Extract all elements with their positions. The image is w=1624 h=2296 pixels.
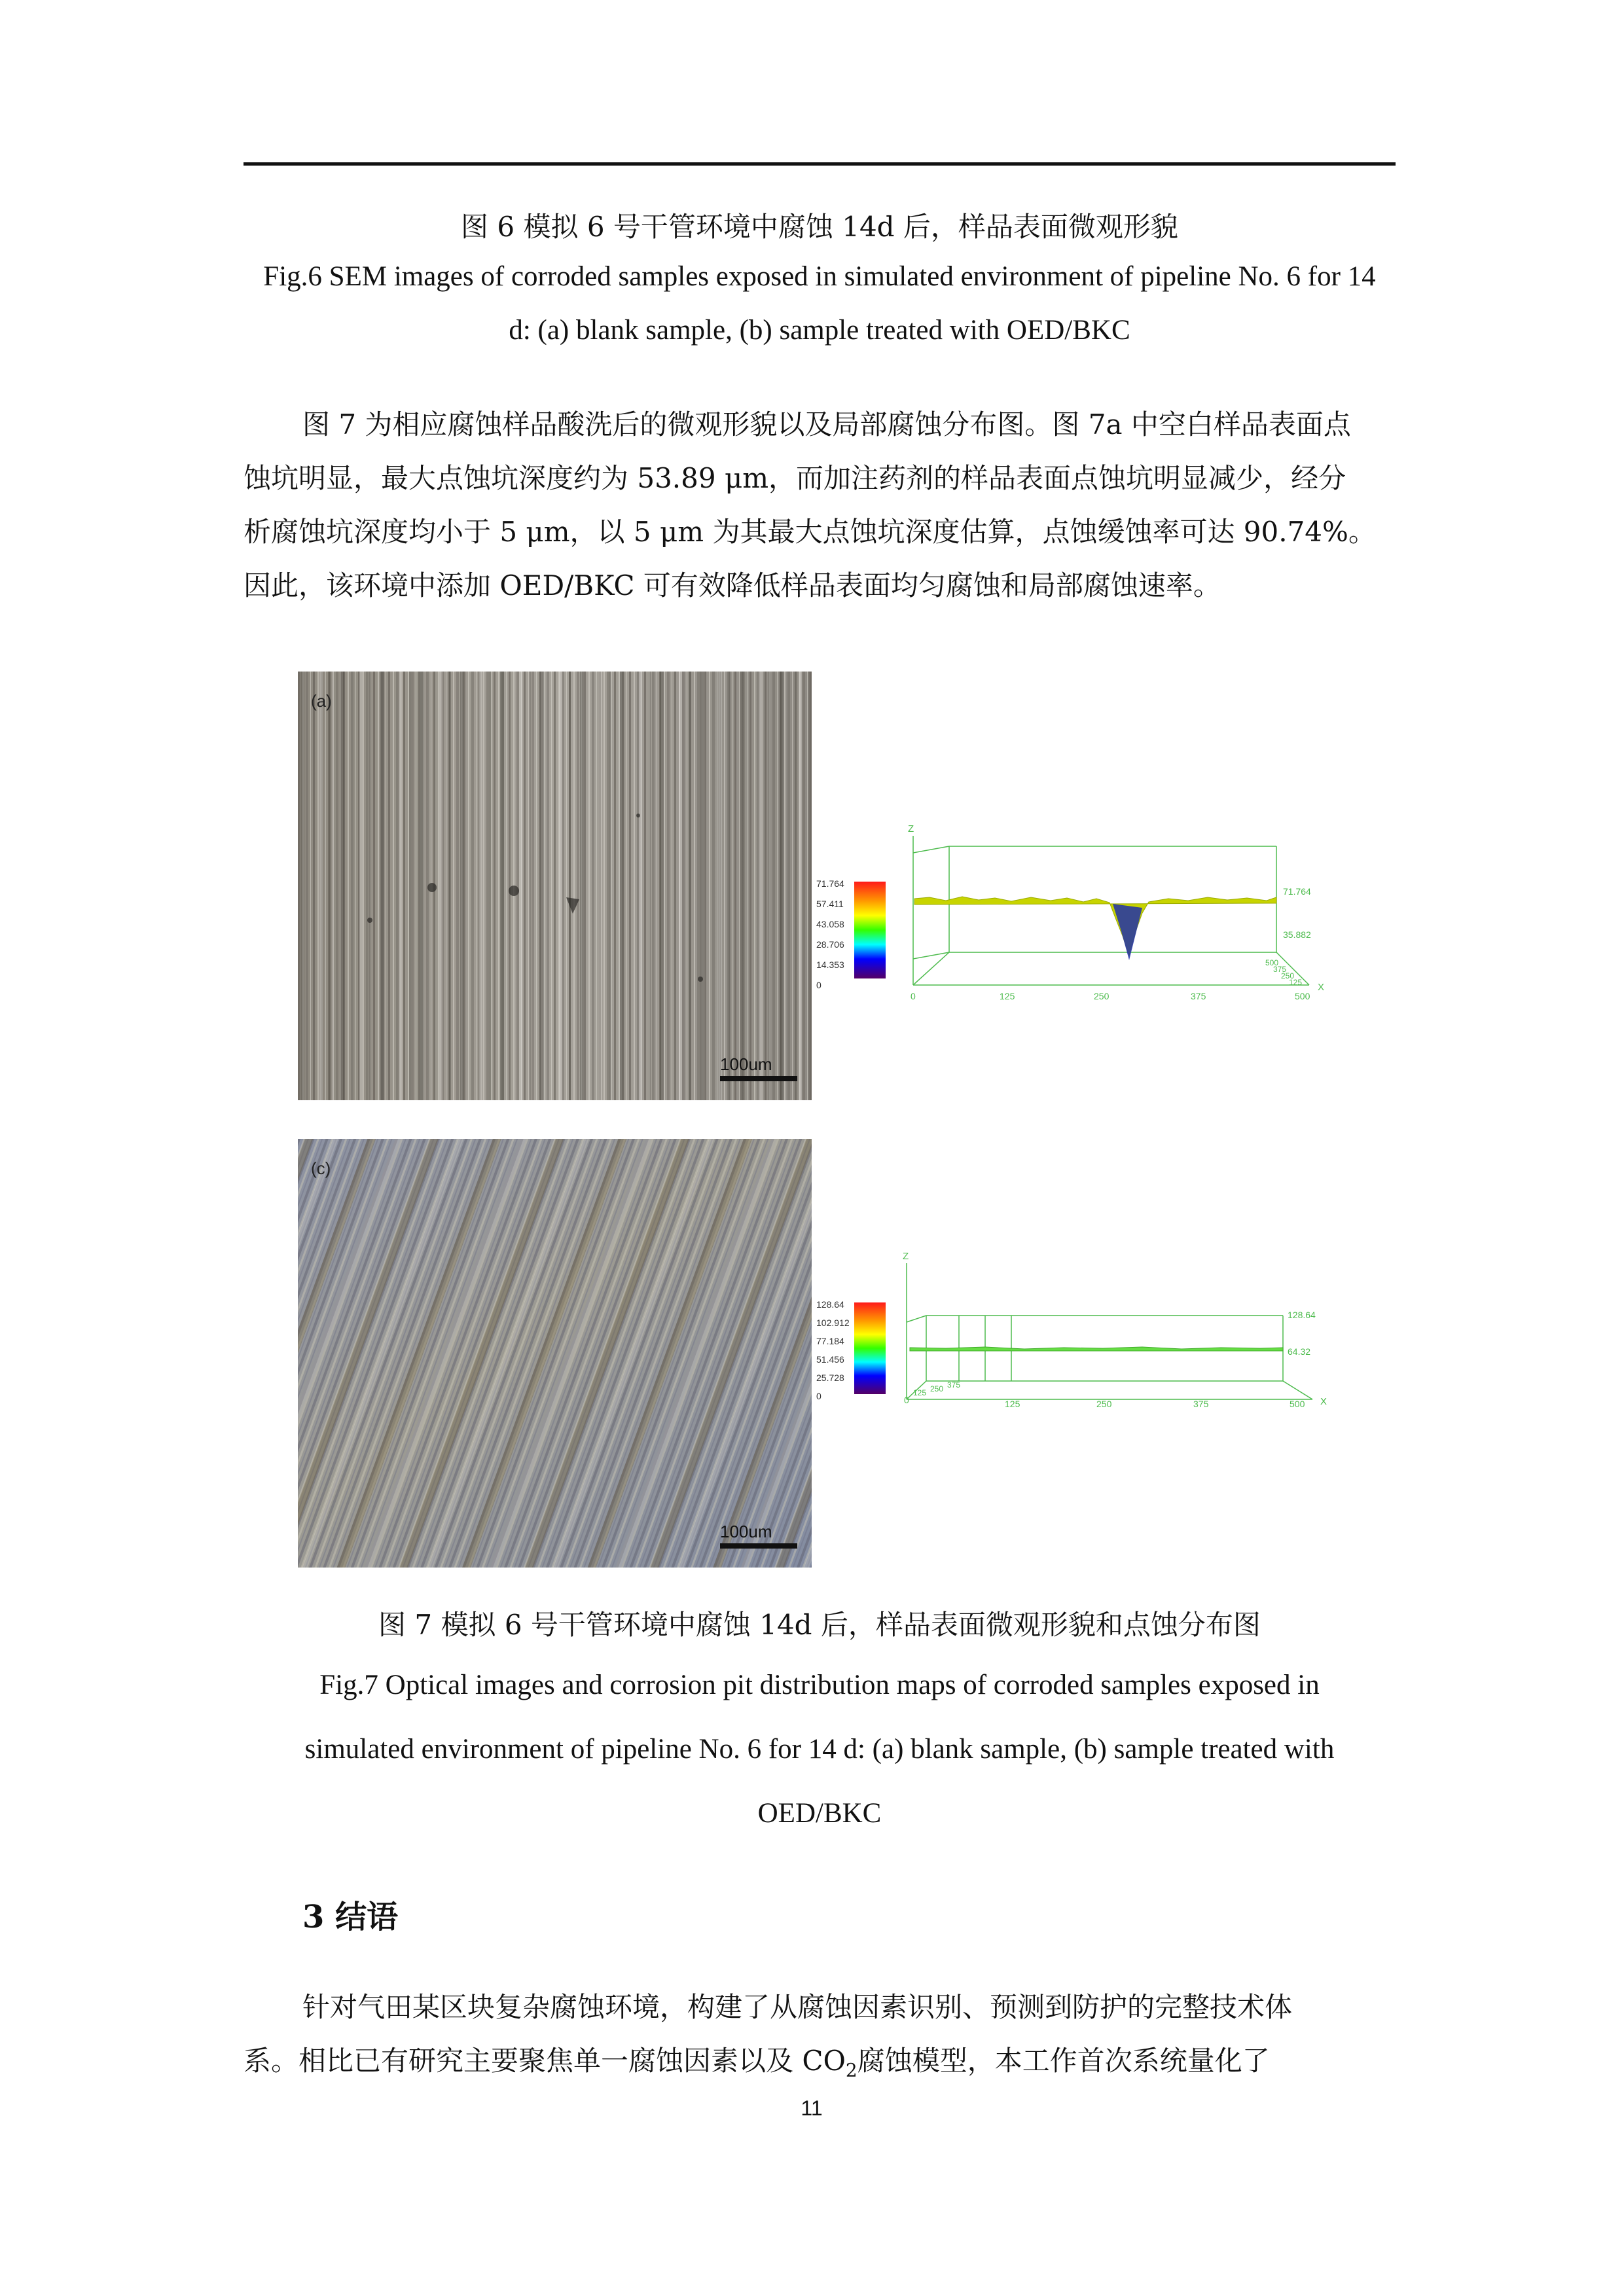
x-axis-label: X <box>1318 982 1325 993</box>
right-label: 35.882 <box>1283 929 1311 940</box>
z-axis-label: Z <box>908 823 914 834</box>
right-label: 64.32 <box>1288 1346 1311 1357</box>
section-heading: 3 结语 <box>302 1899 399 1935</box>
y-tick: 125 <box>913 1388 927 1397</box>
micrograph-c-image <box>298 1139 812 1568</box>
colorbar <box>854 1302 886 1394</box>
paragraph-line: 图 7 为相应腐蚀样品酸洗后的微观形貌以及局部腐蚀分布图。图 7a 中空白样品表面点 <box>302 408 1351 440</box>
x-tick: 0 <box>904 1395 909 1405</box>
colorbar-tick: 14.353 <box>816 960 844 970</box>
page-number: 11 <box>801 2096 823 2120</box>
pit-distribution-plot-c <box>815 1250 1352 1446</box>
micrograph-panel-c <box>298 1139 812 1568</box>
colorbar-tick: 0 <box>816 980 821 990</box>
z-axis-label: Z <box>903 1251 909 1262</box>
fig6-caption-en-line2: d: (a) blank sample, (b) sample treated with OED/BKC <box>509 315 1130 346</box>
colorbar-tick: 25.728 <box>816 1372 844 1383</box>
x-tick: 500 <box>1290 1399 1305 1409</box>
surface-profile <box>914 897 1276 956</box>
panel-c-scalebar <box>720 1522 797 1549</box>
plot-axes-box <box>907 1263 1312 1399</box>
x-tick: 375 <box>1191 991 1206 1001</box>
fig7-caption-en-line2: simulated environment of pipeline No. 6 for 14 d: (a) blank sample, (b) sample treated with <box>304 1734 1335 1765</box>
panel-c-scale-label: 100um <box>720 1522 772 1541</box>
colorbar-tick: 43.058 <box>816 919 844 929</box>
paragraph-fig7-description <box>244 398 1396 613</box>
colorbar-tick: 51.456 <box>816 1354 844 1365</box>
x-tick: 250 <box>1096 1399 1112 1409</box>
x-tick: 250 <box>1094 991 1110 1001</box>
colorbar-tick: 57.411 <box>816 899 844 909</box>
colorbar-tick: 102.912 <box>816 1318 850 1328</box>
y-tick: 375 <box>947 1380 961 1390</box>
y-tick: 125 <box>1289 978 1303 987</box>
x-tick: 375 <box>1193 1399 1209 1409</box>
text-segment: 腐蚀模型，本工作首次系统量化了 <box>857 2045 1270 2077</box>
y-tick: 250 <box>930 1384 944 1393</box>
plot-axes-box <box>913 836 1309 985</box>
fig7-caption-en-line3: OED/BKC <box>757 1798 882 1829</box>
x-tick: 0 <box>911 991 916 1001</box>
pit-region <box>1113 904 1142 960</box>
header-rule <box>244 162 1396 166</box>
subscript: 2 <box>845 2059 857 2081</box>
colorbar-tick: 128.64 <box>816 1299 844 1310</box>
paragraph-conclusion <box>244 1981 1396 2097</box>
paragraph-line: 针对气田某区块复杂腐蚀环境，构建了从腐蚀因素识别、预测到防护的完整技术体 <box>302 1991 1293 2023</box>
pit-plot-a-svg <box>815 821 1352 1024</box>
x-tick: 125 <box>1000 991 1015 1001</box>
paragraph-line: 析腐蚀坑深度均小于 5 μm，以 5 μm 为其最大点蚀坑深度估算，点蚀缓蚀率可达 90.74%。 <box>244 516 1376 548</box>
right-label: 128.64 <box>1288 1310 1316 1320</box>
y-tick: 375 <box>1273 965 1287 974</box>
paragraph-line <box>244 2034 1396 2097</box>
x-tick: 125 <box>1005 1399 1020 1409</box>
y-tick: 250 <box>1281 971 1295 980</box>
colorbar <box>854 882 886 978</box>
panel-a-scale-label: 100um <box>720 1054 772 1074</box>
panel-a-scalebar <box>720 1054 797 1081</box>
panel-c-label: (c) <box>311 1158 331 1178</box>
surface-profile <box>910 1347 1283 1351</box>
scale-bar-line <box>720 1543 797 1549</box>
right-label: 71.764 <box>1283 886 1311 897</box>
pit-distribution-plot-a <box>815 821 1352 1024</box>
x-axis-label: X <box>1320 1396 1327 1407</box>
colorbar-tick: 71.764 <box>816 878 844 889</box>
micrograph-a-image <box>298 672 812 1100</box>
colorbar-tick: 0 <box>816 1391 821 1401</box>
paragraph-line: 蚀坑明显，最大点蚀坑深度约为 53.89 μm，而加注药剂的样品表面点蚀坑明显减少，经分 <box>244 462 1346 494</box>
paragraph-line: 因此，该环境中添加 OED/BKC 可有效降低样品表面均匀腐蚀和局部腐蚀速率。 <box>244 569 1221 601</box>
fig6-caption-en-line1: Fig.6 SEM images of corroded samples exposed in simulated environment of pipeline No. 6 for 14 <box>263 261 1376 292</box>
fig6-caption-cn: 图 6 模拟 6 号干管环境中腐蚀 14d 后，样品表面微观形貌 <box>461 211 1178 243</box>
pit-plot-c-svg <box>815 1250 1352 1446</box>
colorbar-tick: 77.184 <box>816 1336 844 1346</box>
scale-bar-line <box>720 1076 797 1081</box>
colorbar-tick: 28.706 <box>816 939 844 950</box>
x-tick: 500 <box>1295 991 1310 1001</box>
micrograph-panel-a <box>298 672 812 1100</box>
fig7-caption-en-line1: Fig.7 Optical images and corrosion pit distribution maps of corroded samples exposed in <box>319 1670 1320 1700</box>
text-segment: 系。相比已有研究主要聚焦单一腐蚀因素以及 CO <box>244 2045 846 2077</box>
y-tick: 500 <box>1265 958 1279 967</box>
fig7-caption-cn: 图 7 模拟 6 号干管环境中腐蚀 14d 后，样品表面微观形貌和点蚀分布图 <box>378 1609 1261 1641</box>
panel-a-label: (a) <box>311 691 332 711</box>
